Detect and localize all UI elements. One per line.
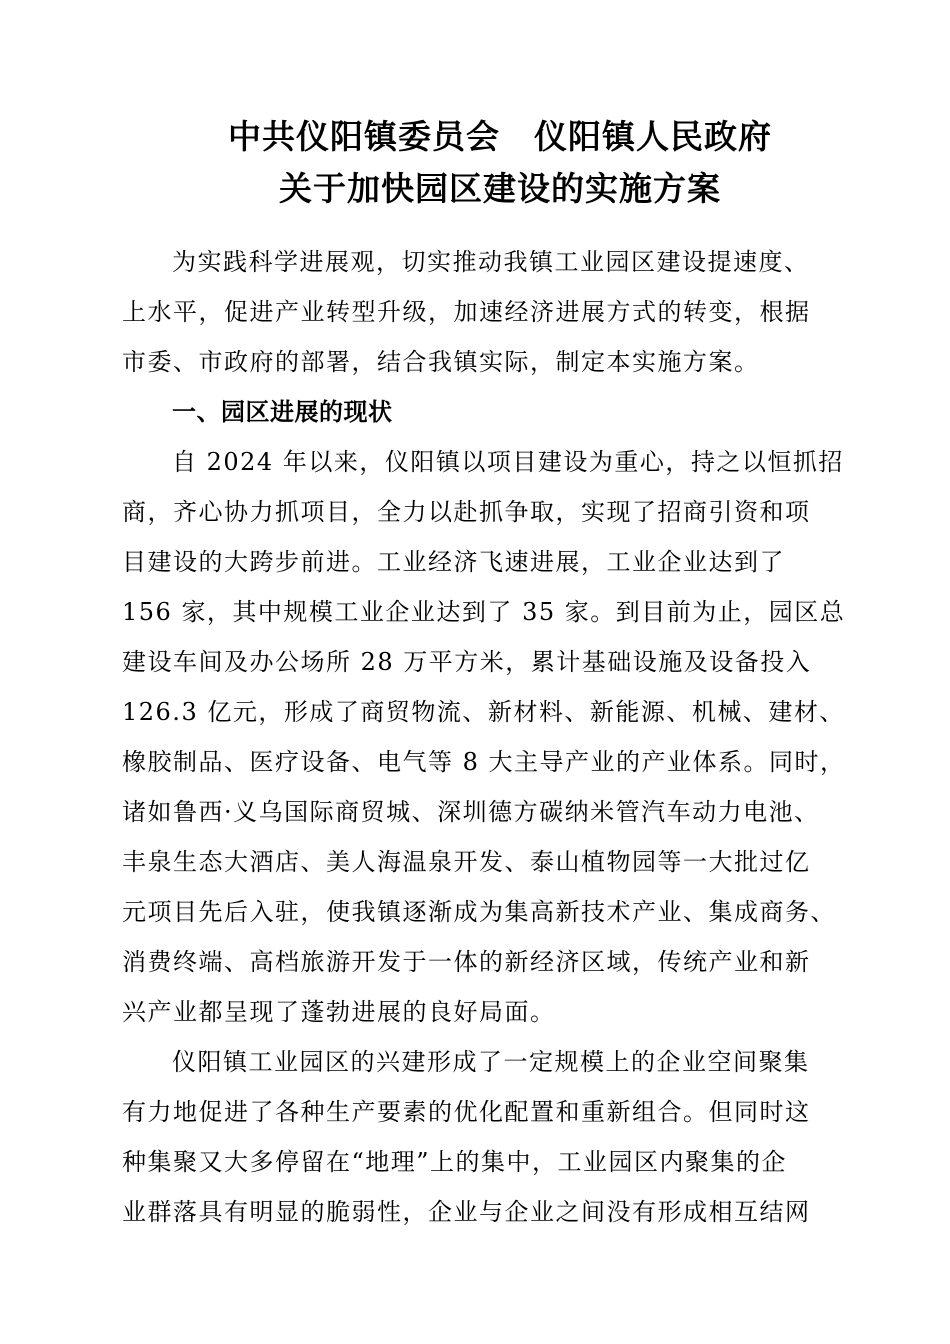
intro-line: 为实践科学进展观，切实推动我镇工业园区建设提速度、 [172, 248, 810, 276]
paragraph-line: 126.3 亿元，形成了商贸物流、新材料、新能源、机械、建材、 [122, 698, 845, 726]
paragraph-line: 兴产业都呈现了蓬勃进展的良好局面。 [122, 998, 556, 1026]
paragraph-line: 消费终端、高档旅游开发于一体的新经济区域，传统产业和新 [122, 948, 811, 976]
document-title-line-1: 中共仪阳镇委员会 仪阳镇人民政府 [228, 117, 772, 156]
paragraph-line: 丰泉生态大酒店、美人海温泉开发、泰山植物园等一大批过亿 [122, 848, 811, 876]
intro-line: 上水平，促进产业转型升级，加速经济进展方式的转变，根据 [122, 298, 811, 326]
document-title-line-2: 关于加快园区建设的实施方案 [279, 169, 721, 208]
paragraph-line: 商，齐心协力抓项目，全力以赴抓争取，实现了招商引资和项 [122, 498, 811, 526]
paragraph-line: 诸如鲁西·义乌国际商贸城、深圳德方碳纳米管汽车动力电池、 [122, 798, 820, 826]
paragraph-line: 橡胶制品、医疗设备、电气等 8 大主导产业的产业体系。同时， [122, 748, 846, 776]
paragraph-line: 业群落具有明显的脆弱性，企业与企业之间没有形成相互结网 [122, 1198, 811, 1226]
paragraph-line: 元项目先后入驻，使我镇逐渐成为集高新技术产业、集成商务、 [122, 898, 836, 926]
paragraph-line: 156 家，其中规模工业企业达到了 35 家。到目前为止，园区总 [122, 598, 846, 626]
paragraph-line: 仪阳镇工业园区的兴建形成了一定规模上的企业空间聚集 [172, 1048, 810, 1076]
paragraph-line: 种集聚又大多停留在“地理”上的集中，工业园区内聚集的企 [122, 1148, 788, 1176]
paragraph-line: 建设车间及办公场所 28 万平方米，累计基础设施及设备投入 [122, 648, 812, 676]
intro-line: 市委、市政府的部署，结合我镇实际，制定本实施方案。 [122, 348, 760, 376]
paragraph-line: 自 2024 年以来，仪阳镇以项目建设为重心，持之以恒抓招 [172, 448, 844, 476]
paragraph-line: 有力地促进了各种生产要素的优化配置和重新组合。但同时这 [122, 1098, 811, 1126]
paragraph-line: 目建设的大跨步前进。工业经济飞速进展，工业企业达到了 [122, 548, 785, 576]
section-heading: 一、园区进展的现状 [172, 398, 393, 426]
